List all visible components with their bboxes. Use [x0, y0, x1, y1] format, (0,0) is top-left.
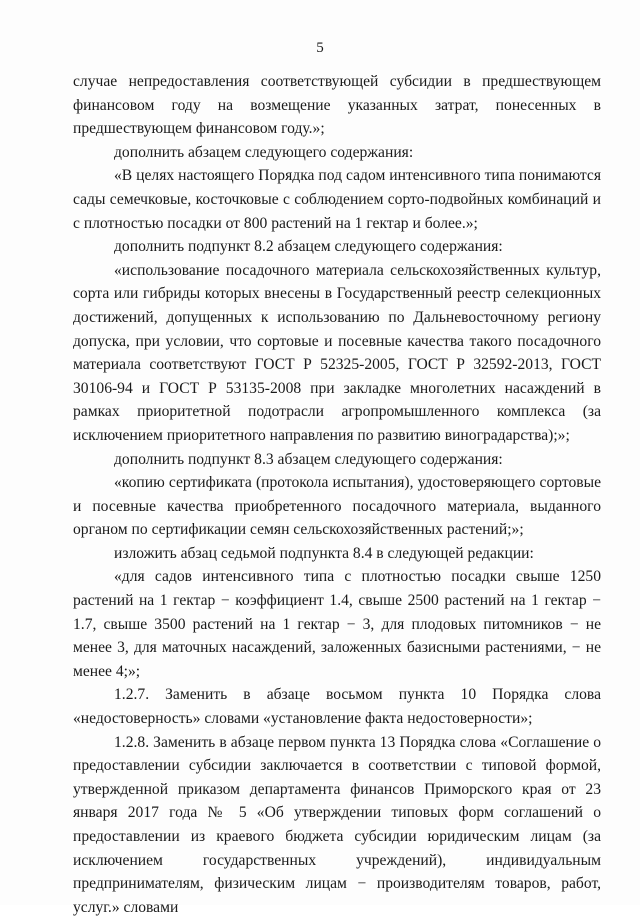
page-number: 5: [316, 40, 324, 56]
paragraph: изложить абзац седьмой подпункта 8.4 в следующей редакции:: [114, 544, 534, 562]
document-body: [73, 70, 601, 919]
paragraph: «копию сертификата (протокола испытания), удостоверяющего сортовые и посевные качества приобретенного посадочного материала, выданного органом по сертификации семян сельскохозяйственных растений;»;: [73, 474, 601, 539]
paragraph: дополнить абзацем следующего содержания:: [114, 143, 414, 161]
paragraph: 1.2.8. Заменить в абзаце первом пункта 13 Порядка слова «Соглашение о предоставлении субсидии заключается в соответствии с типовой формой, утвержденной приказом департамента финансов Приморского края от 23 января 2017 года № 5 «Об утверждении типовых форм соглашений о предоставлении из краевого бюджета субсидии юридическим лицам (за исключением государственных учреждений), индивидуальным предпринимателям, физическим лицам − производителям товаров, работ, услуг.» словами: [73, 733, 601, 916]
paragraph: «В целях настоящего Порядка под садом интенсивного типа понимаются сады семечковые, косточковые с соблюдением сорто-подвойных комбинаций и с плотностью посадки от 800 растений на 1 гектар и более.»;: [73, 167, 601, 232]
paragraph: дополнить подпункт 8.2 абзацем следующего содержания:: [114, 238, 503, 256]
paragraph: «использование посадочного материала сельскохозяйственных культур, сорта или гибриды которых внесены в Государственный реестр селекционных достижений, допущенных к использованию по Дальневосточному региону допуска, при условии, что сортовые и посевные качества такого посадочного материала соответствуют ГОСТ Р 52325-2005, ГОСТ Р 32592-2013, ГОСТ 30106-94 и ГОСТ Р 53135-2008 при закладке многолетних насаждений в рамках приоритетной подотрасли агропромышленного комплекса (за исключением приоритетного направления по развитию виноградарства);»;: [73, 261, 601, 444]
paragraph: 1.2.7. Заменить в абзаце восьмом пункта 10 Порядка слова «недостоверность» словами «установление факта недостоверности»;: [73, 686, 601, 728]
paragraph: дополнить подпункт 8.3 абзацем следующего содержания:: [114, 450, 503, 468]
paragraph: случае непредоставления соответствующей субсидии в предшествующем финансовом году на возмещение указанных затрат, понесенных в предшествующем финансовом году.»;: [73, 73, 601, 138]
paragraph: «для садов интенсивного типа с плотностью посадки свыше 1250 растений на 1 гектар − коэффициент 1.4, свыше 2500 растений на 1 гектар − 1.7, свыше 3500 растений на 1 гектар − 3, для плодовых питомников − не менее 3, для маточных насаждений, заложенных базисными растениями, − не менее 4;»;: [73, 568, 601, 680]
